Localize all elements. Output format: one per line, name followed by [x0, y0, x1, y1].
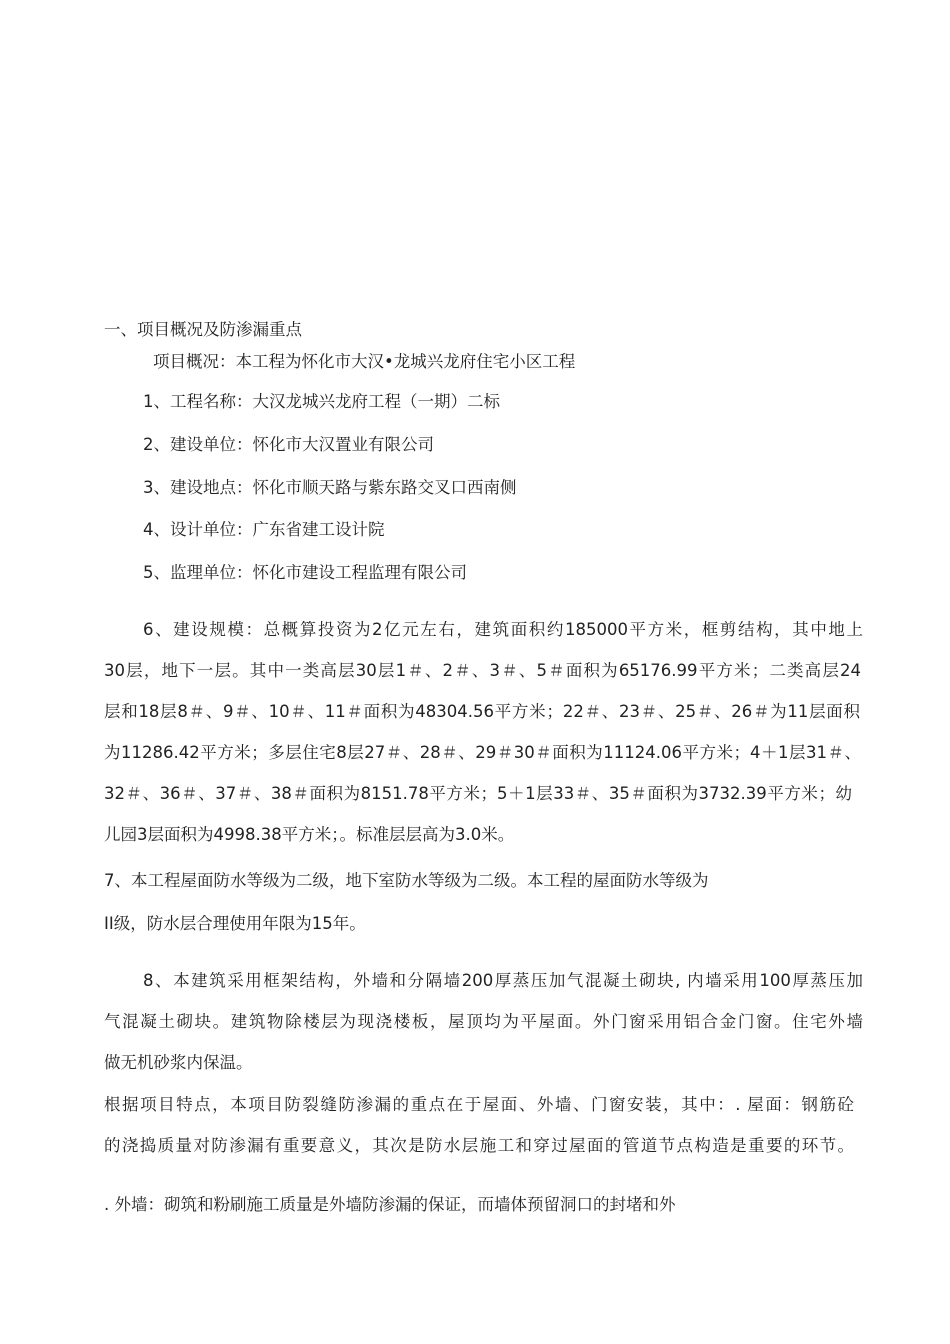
item6-line: 儿园3层面积为4998.38平方米；。标准层层高为3.0米。 [104, 825, 515, 844]
item8-line: 8、本建筑采用框架结构，外墙和分隔墙200厚蒸压加气混凝土砌块, 内墙采用100厚蒸压加 [143, 971, 863, 990]
item-project-name: 1、工程名称：大汉龙城兴龙府工程（一期）二标 [143, 392, 500, 411]
project-overview: 项目概况：本工程为怀化市大汉•龙城兴龙府住宅小区工程 [153, 352, 576, 371]
item7-line: 7、本工程屋面防水等级为二级，地下室防水等级为二级。本工程的屋面防水等级为 [104, 871, 709, 890]
item6-line: 层和18层8＃、9＃、10＃、11＃面积为48304.56平方米；22＃、23＃、25＃、26＃为11层面积 [104, 702, 860, 721]
section-heading: 一、项目概况及防渗漏重点 [104, 320, 302, 339]
item6-line: 32＃、36＃、37＃、38＃面积为8151.78平方米；5＋1层33＃、35＃面积为3732.39平方米；幼 [104, 784, 852, 803]
item-supervisor: 5、监理单位：怀化市建设工程监理有限公司 [143, 563, 467, 582]
item7-line: II级，防水层合理使用年限为15年。 [104, 914, 366, 933]
item8-line: 气混凝土砌块。建筑物除楼层为现浇楼板，屋顶均为平屋面。外门窗采用铝合金门窗。住宅外墙 [104, 1012, 863, 1031]
item8-line: 做无机砂浆内保温。 [104, 1053, 253, 1072]
item-location: 3、建设地点：怀化市顺天路与紫东路交叉口西南侧 [143, 478, 517, 497]
focus-line: 的浇捣质量对防渗漏有重要意义，其次是防水层施工和穿过屋面的管道节点构造是重要的环节。 [104, 1136, 854, 1155]
outer-wall-line: . 外墙：砌筑和粉刷施工质量是外墙防渗漏的保证，而墙体预留洞口的封堵和外 [104, 1195, 676, 1214]
item6-line: 为11286.42平方米；多层住宅8层27＃、28＃、29＃30＃面积为11124.06平方米；4＋1层31＃、 [104, 743, 861, 762]
item-developer: 2、建设单位：怀化市大汉置业有限公司 [143, 435, 434, 454]
item6-line: 30层，地下一层。其中一类高层30层1＃、2＃、3＃、5＃面积为65176.99平方米；二类高层24 [104, 661, 861, 680]
focus-line: 根据项目特点，本项目防裂缝防渗漏的重点在于屋面、外墙、门窗安装，其中：. 屋面：钢筋砼 [104, 1095, 854, 1114]
item-designer: 4、设计单位：广东省建工设计院 [143, 520, 385, 539]
item6-line: 6、建设规模：总概算投资为2亿元左右，建筑面积约185000平方米，框剪结构，其中地上 [143, 620, 863, 639]
